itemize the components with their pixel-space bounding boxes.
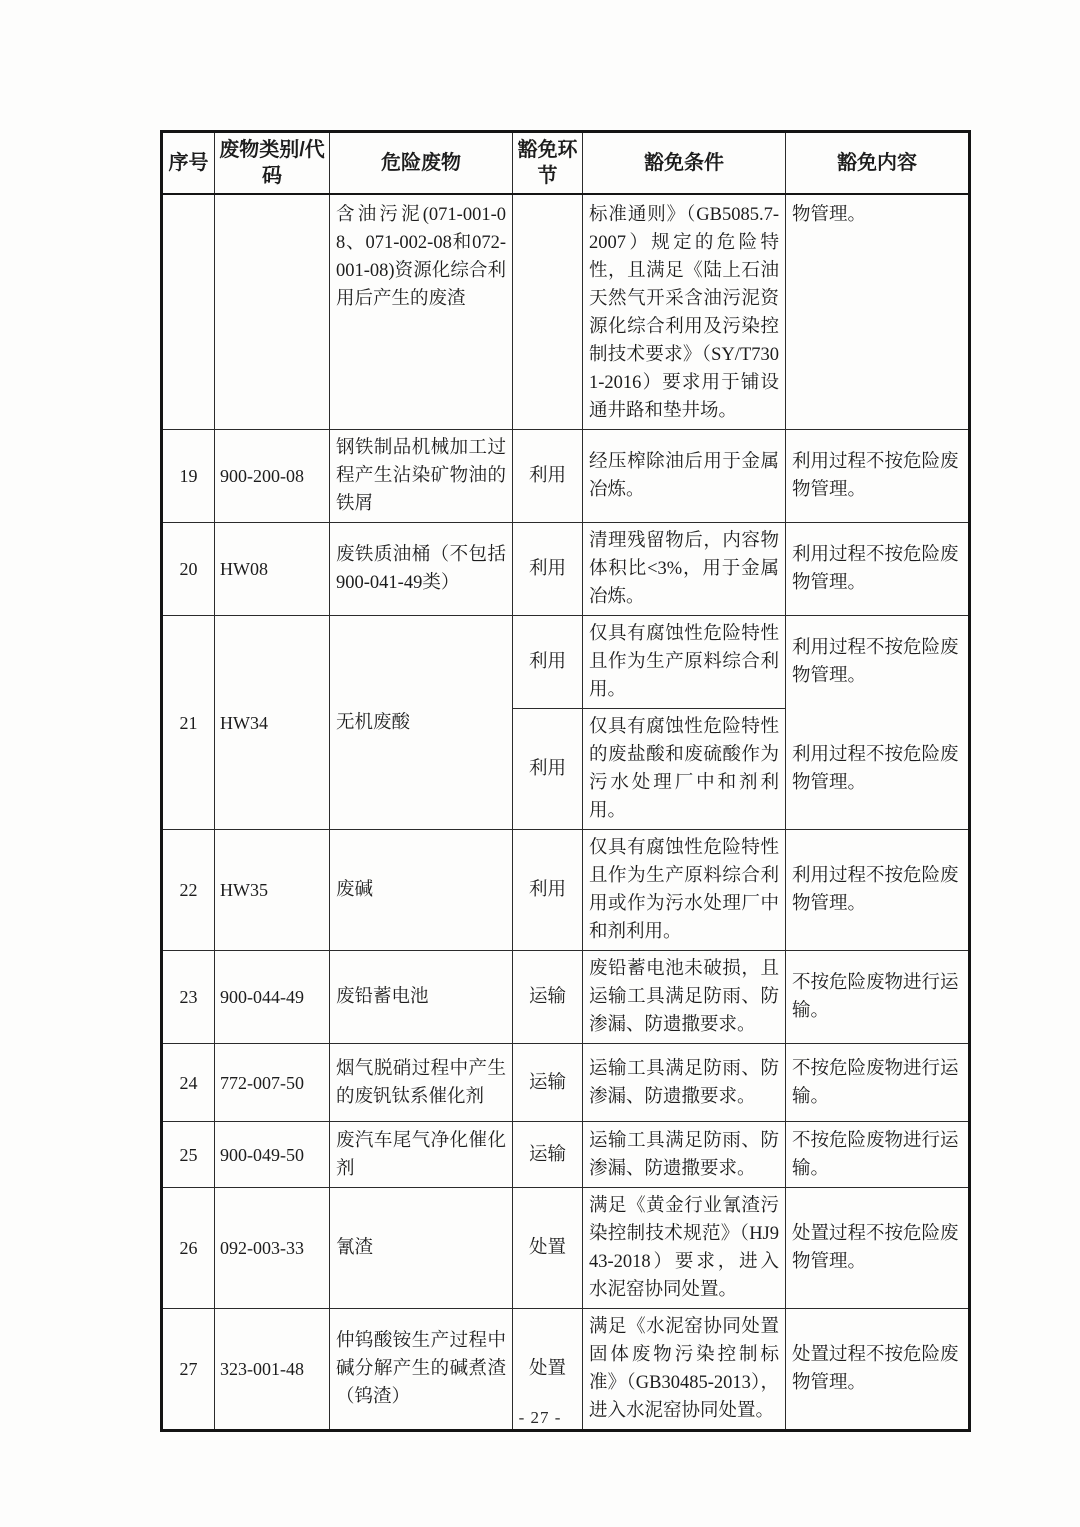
cell-serial: 26 <box>162 1188 215 1309</box>
table-row-22 <box>162 830 970 951</box>
table-row-19 <box>162 430 970 523</box>
header-serial: 序号 <box>162 132 215 195</box>
cell-condition: 标准通则》（GB5085.7-2007）规定的危险特性，且满足《陆上石油天然气开采含油污泥资源化综合利用及污染控制技术要求》（SY/T7301-2016）要求用于铺设通井路和垫井场。 <box>583 194 786 430</box>
cell-stage: 处置 <box>513 1309 583 1431</box>
cell-content: 利用过程不按危险废物管理。 <box>786 523 970 616</box>
cell-content: 不按危险废物进行运输。 <box>786 951 970 1044</box>
cell-condition: 经压榨除油后用于金属冶炼。 <box>583 430 786 523</box>
cell-serial: 19 <box>162 430 215 523</box>
cell-content: 利用过程不按危险废物管理。 <box>786 430 970 523</box>
table-row-18-continued <box>162 194 970 430</box>
cell-content: 利用过程不按危险废物管理。 <box>786 830 970 951</box>
cell-waste: 废碱 <box>330 830 513 951</box>
cell-stage: 运输 <box>513 1044 583 1122</box>
cell-stage: 运输 <box>513 951 583 1044</box>
cell-waste: 仲钨酸铵生产过程中碱分解产生的碱煮渣（钨渣） <box>330 1309 513 1431</box>
cell-stage: 利用 <box>513 523 583 616</box>
cell-code: 772-007-50 <box>215 1044 330 1122</box>
cell-stage: 利用 <box>513 430 583 523</box>
cell-condition: 清理残留物后，内容物体积比<3%，用于金属冶炼。 <box>583 523 786 616</box>
cell-waste: 废铁质油桶（不包括900-041-49类） <box>330 523 513 616</box>
cell-condition: 运输工具满足防雨、防渗漏、防遗撒要求。 <box>583 1122 786 1188</box>
cell-serial: 21 <box>162 616 215 830</box>
cell-content: 处置过程不按危险废物管理。 <box>786 1188 970 1309</box>
cell-serial: 27 <box>162 1309 215 1431</box>
table-header-row <box>162 132 970 195</box>
cell-condition: 满足《黄金行业氰渣污染控制技术规范》（HJ943-2018）要求，进入水泥窑协同处置。 <box>583 1188 786 1309</box>
cell-waste: 烟气脱硝过程中产生的废钒钛系催化剂 <box>330 1044 513 1122</box>
cell-waste: 无机废酸 <box>330 616 513 830</box>
cell-stage: 利用 <box>513 709 583 830</box>
table-row-26 <box>162 1188 970 1309</box>
cell-serial: 20 <box>162 523 215 616</box>
cell-code: 900-200-08 <box>215 430 330 523</box>
page-number: - 27 - <box>518 1408 562 1427</box>
cell-condition: 运输工具满足防雨、防渗漏、防遗撒要求。 <box>583 1044 786 1122</box>
cell-waste: 废汽车尾气净化催化剂 <box>330 1122 513 1188</box>
cell-condition: 仅具有腐蚀性危险特性的废盐酸和废硫酸作为污水处理厂中和剂利用。 <box>583 709 786 830</box>
cell-code <box>215 194 330 430</box>
cell-stage <box>513 194 583 430</box>
cell-content: 物管理。 <box>786 194 970 430</box>
cell-stage: 运输 <box>513 1122 583 1188</box>
cell-code: 900-049-50 <box>215 1122 330 1188</box>
cell-content: 利用过程不按危险废物管理。 <box>786 616 970 709</box>
cell-stage: 利用 <box>513 830 583 951</box>
cell-stage: 利用 <box>513 616 583 709</box>
cell-waste: 废铅蓄电池 <box>330 951 513 1044</box>
table-row-24 <box>162 1044 970 1122</box>
cell-serial: 22 <box>162 830 215 951</box>
table-row-25 <box>162 1122 970 1188</box>
cell-code: HW34 <box>215 616 330 830</box>
header-condition: 豁免条件 <box>583 132 786 195</box>
cell-serial: 25 <box>162 1122 215 1188</box>
cell-waste: 钢铁制品机械加工过程产生沾染矿物油的铁屑 <box>330 430 513 523</box>
table-row-23 <box>162 951 970 1044</box>
cell-code: HW08 <box>215 523 330 616</box>
cell-code: 900-044-49 <box>215 951 330 1044</box>
cell-code: 323-001-48 <box>215 1309 330 1431</box>
cell-stage: 处置 <box>513 1188 583 1309</box>
cell-content: 利用过程不按危险废物管理。 <box>786 709 970 830</box>
table-row-20 <box>162 523 970 616</box>
cell-content: 不按危险废物进行运输。 <box>786 1044 970 1122</box>
hazardous-waste-exemption-table <box>160 130 971 1432</box>
header-stage: 豁免环节 <box>513 132 583 195</box>
cell-condition: 仅具有腐蚀性危险特性且作为生产原料综合利用。 <box>583 616 786 709</box>
cell-content: 不按危险废物进行运输。 <box>786 1122 970 1188</box>
cell-waste: 氰渣 <box>330 1188 513 1309</box>
cell-condition: 满足《水泥窑协同处置固体废物污染控制标准》（GB30485-2013），进入水泥窑协同处置。 <box>583 1309 786 1431</box>
cell-content: 处置过程不按危险废物管理。 <box>786 1309 970 1431</box>
cell-serial: 24 <box>162 1044 215 1122</box>
table-row-21-sub1 <box>162 616 970 709</box>
header-waste: 危险废物 <box>330 132 513 195</box>
cell-serial: 23 <box>162 951 215 1044</box>
cell-code: HW35 <box>215 830 330 951</box>
cell-waste: 含油污泥(071-001-08、071-002-08和072-001-08)资源化综合利用后产生的废渣 <box>330 194 513 430</box>
cell-condition: 仅具有腐蚀性危险特性且作为生产原料综合利用或作为污水处理厂中和剂利用。 <box>583 830 786 951</box>
header-category-code: 废物类别/代码 <box>215 132 330 195</box>
cell-code: 092-003-33 <box>215 1188 330 1309</box>
cell-condition: 废铅蓄电池未破损，且运输工具满足防雨、防渗漏、防遗撒要求。 <box>583 951 786 1044</box>
header-content: 豁免内容 <box>786 132 970 195</box>
cell-serial <box>162 194 215 430</box>
